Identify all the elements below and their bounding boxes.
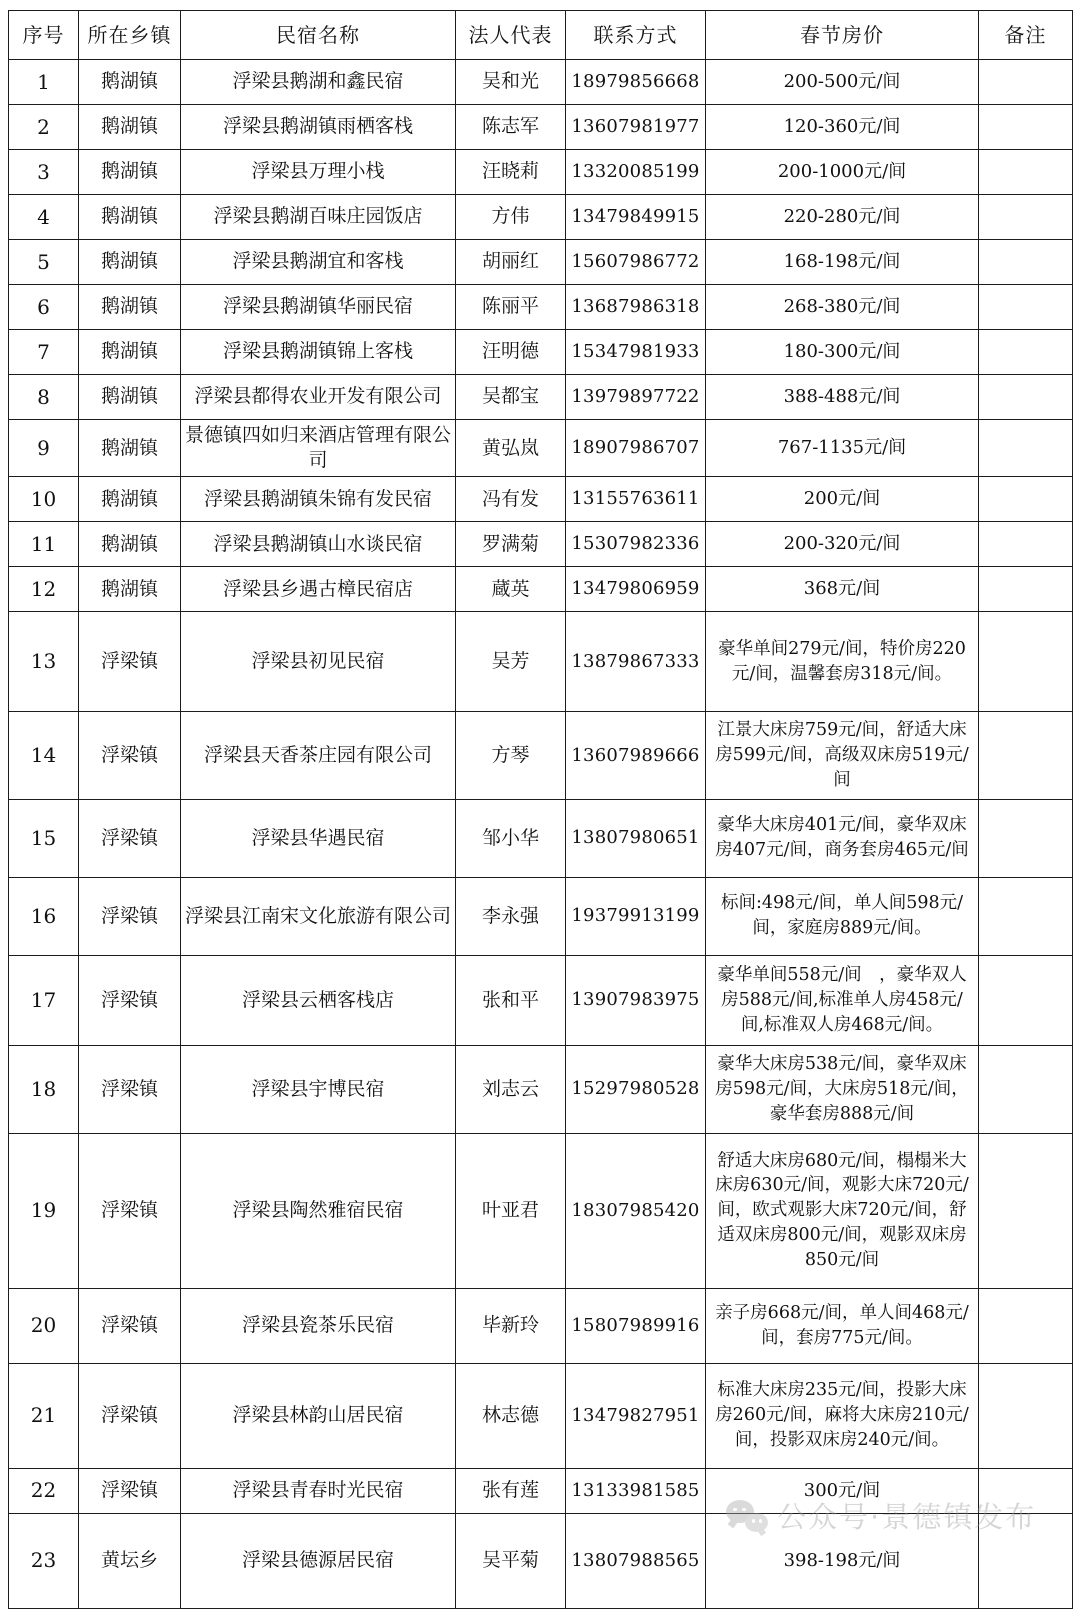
cell-phone: 19379913199 xyxy=(566,877,706,955)
cell-town: 浮梁镇 xyxy=(79,877,181,955)
cell-idx: 15 xyxy=(9,799,79,877)
cell-name: 浮梁县天香茶庄园有限公司 xyxy=(181,712,456,800)
cell-phone: 13687986318 xyxy=(566,285,706,330)
cell-phone: 13807988565 xyxy=(566,1513,706,1608)
table-row xyxy=(9,955,1073,1045)
cell-idx: 21 xyxy=(9,1363,79,1468)
cell-name: 浮梁县德源居民宿 xyxy=(181,1513,456,1608)
table-row xyxy=(9,1045,1073,1133)
cell-rep: 陈丽平 xyxy=(456,285,566,330)
cell-remark xyxy=(979,1468,1073,1513)
cell-idx: 2 xyxy=(9,105,79,150)
cell-remark xyxy=(979,612,1073,712)
cell-town: 鹅湖镇 xyxy=(79,285,181,330)
cell-town: 浮梁镇 xyxy=(79,1045,181,1133)
cell-idx: 6 xyxy=(9,285,79,330)
column-header-idx: 序号 xyxy=(9,11,79,60)
cell-town: 浮梁镇 xyxy=(79,955,181,1045)
cell-name: 浮梁县初见民宿 xyxy=(181,612,456,712)
cell-price: 200元/间 xyxy=(706,477,979,522)
cell-remark xyxy=(979,240,1073,285)
cell-phone: 13320085199 xyxy=(566,150,706,195)
cell-rep: 毕新玲 xyxy=(456,1288,566,1363)
cell-price: 300元/间 xyxy=(706,1468,979,1513)
cell-price: 舒适大床房680元/间，榻榻米大床房630元/间，观影大床720元/间，欧式观影大床720元/间，舒适双床房800元/间，观影双床房850元/间 xyxy=(706,1133,979,1288)
cell-phone: 15297980528 xyxy=(566,1045,706,1133)
cell-town: 鹅湖镇 xyxy=(79,195,181,240)
cell-rep: 张有莲 xyxy=(456,1468,566,1513)
cell-name: 浮梁县林韵山居民宿 xyxy=(181,1363,456,1468)
cell-price: 388-488元/间 xyxy=(706,375,979,420)
cell-rep: 张和平 xyxy=(456,955,566,1045)
cell-rep: 吴平菊 xyxy=(456,1513,566,1608)
cell-idx: 8 xyxy=(9,375,79,420)
cell-rep: 黄弘岚 xyxy=(456,420,566,477)
cell-remark xyxy=(979,1288,1073,1363)
table-row xyxy=(9,195,1073,240)
cell-idx: 23 xyxy=(9,1513,79,1608)
cell-price: 亲子房668元/间，单人间468元/间，套房775元/间。 xyxy=(706,1288,979,1363)
cell-phone: 15307982336 xyxy=(566,522,706,567)
cell-price: 200-320元/间 xyxy=(706,522,979,567)
cell-idx: 22 xyxy=(9,1468,79,1513)
cell-idx: 12 xyxy=(9,567,79,612)
cell-idx: 19 xyxy=(9,1133,79,1288)
cell-idx: 1 xyxy=(9,60,79,105)
cell-town: 鹅湖镇 xyxy=(79,105,181,150)
cell-town: 鹅湖镇 xyxy=(79,150,181,195)
table-row xyxy=(9,1133,1073,1288)
table-row xyxy=(9,1363,1073,1468)
cell-rep: 吴和光 xyxy=(456,60,566,105)
table-row xyxy=(9,477,1073,522)
table-row xyxy=(9,1513,1073,1608)
table-row xyxy=(9,712,1073,800)
table-header-row xyxy=(9,11,1073,60)
table-row xyxy=(9,240,1073,285)
cell-town: 浮梁镇 xyxy=(79,1363,181,1468)
cell-name: 浮梁县瓷茶乐民宿 xyxy=(181,1288,456,1363)
table-row xyxy=(9,1288,1073,1363)
cell-idx: 9 xyxy=(9,420,79,477)
cell-idx: 11 xyxy=(9,522,79,567)
cell-remark xyxy=(979,1133,1073,1288)
table-row xyxy=(9,150,1073,195)
cell-idx: 14 xyxy=(9,712,79,800)
cell-rep: 方伟 xyxy=(456,195,566,240)
cell-remark xyxy=(979,477,1073,522)
cell-price: 220-280元/间 xyxy=(706,195,979,240)
cell-phone: 18307985420 xyxy=(566,1133,706,1288)
cell-phone: 15347981933 xyxy=(566,330,706,375)
watermark-text: 公众号·景德镇发布 xyxy=(777,1500,1037,1534)
cell-rep: 罗满菊 xyxy=(456,522,566,567)
table-row xyxy=(9,375,1073,420)
cell-phone: 13907983975 xyxy=(566,955,706,1045)
cell-price: 767-1135元/间 xyxy=(706,420,979,477)
cell-phone: 13133981585 xyxy=(566,1468,706,1513)
cell-phone: 13155763611 xyxy=(566,477,706,522)
cell-name: 浮梁县江南宋文化旅游有限公司 xyxy=(181,877,456,955)
cell-remark xyxy=(979,955,1073,1045)
cell-town: 浮梁镇 xyxy=(79,612,181,712)
table-row xyxy=(9,105,1073,150)
cell-price: 398-198元/间 xyxy=(706,1513,979,1608)
table-row xyxy=(9,612,1073,712)
cell-remark xyxy=(979,330,1073,375)
cell-name: 浮梁县华遇民宿 xyxy=(181,799,456,877)
table-row xyxy=(9,877,1073,955)
cell-rep: 吴芳 xyxy=(456,612,566,712)
cell-phone: 13879867333 xyxy=(566,612,706,712)
cell-remark xyxy=(979,105,1073,150)
cell-price: 标准大床房235元/间，投影大床房260元/间，麻将大床房210元/间，投影双床房240元/间。 xyxy=(706,1363,979,1468)
cell-phone: 13807980651 xyxy=(566,799,706,877)
cell-price: 168-198元/间 xyxy=(706,240,979,285)
cell-phone: 13979897722 xyxy=(566,375,706,420)
cell-town: 浮梁镇 xyxy=(79,1133,181,1288)
cell-rep: 林志德 xyxy=(456,1363,566,1468)
cell-town: 浮梁镇 xyxy=(79,712,181,800)
cell-name: 浮梁县乡遇古樟民宿店 xyxy=(181,567,456,612)
cell-phone: 18907986707 xyxy=(566,420,706,477)
cell-phone: 15607986772 xyxy=(566,240,706,285)
cell-name: 浮梁县鹅湖镇朱锦有发民宿 xyxy=(181,477,456,522)
cell-remark xyxy=(979,285,1073,330)
cell-name: 浮梁县都得农业开发有限公司 xyxy=(181,375,456,420)
cell-price: 268-380元/间 xyxy=(706,285,979,330)
column-header-price: 春节房价 xyxy=(706,11,979,60)
cell-phone: 13479849915 xyxy=(566,195,706,240)
cell-town: 浮梁镇 xyxy=(79,1288,181,1363)
cell-price: 200-500元/间 xyxy=(706,60,979,105)
table-body xyxy=(9,60,1073,1609)
cell-remark xyxy=(979,799,1073,877)
cell-rep: 叶亚君 xyxy=(456,1133,566,1288)
cell-name: 浮梁县鹅湖宜和客栈 xyxy=(181,240,456,285)
cell-town: 鹅湖镇 xyxy=(79,522,181,567)
cell-phone: 13607981977 xyxy=(566,105,706,150)
cell-price: 200-1000元/间 xyxy=(706,150,979,195)
cell-price: 368元/间 xyxy=(706,567,979,612)
cell-idx: 10 xyxy=(9,477,79,522)
cell-price: 豪华单间558元/间 ，豪华双人房588元/间,标准单人房458元/间,标准双人房468元/间。 xyxy=(706,955,979,1045)
cell-rep: 汪晓莉 xyxy=(456,150,566,195)
column-header-town: 所在乡镇 xyxy=(79,11,181,60)
table-row xyxy=(9,285,1073,330)
table-row xyxy=(9,567,1073,612)
cell-name: 浮梁县鹅湖镇华丽民宿 xyxy=(181,285,456,330)
cell-rep: 蔵英 xyxy=(456,567,566,612)
table-row xyxy=(9,330,1073,375)
cell-rep: 刘志云 xyxy=(456,1045,566,1133)
cell-name: 浮梁县鹅湖镇雨栖客栈 xyxy=(181,105,456,150)
cell-rep: 李永强 xyxy=(456,877,566,955)
cell-idx: 4 xyxy=(9,195,79,240)
cell-name: 浮梁县鹅湖镇山水谈民宿 xyxy=(181,522,456,567)
cell-idx: 3 xyxy=(9,150,79,195)
homestay-price-table xyxy=(8,10,1073,1609)
table-row xyxy=(9,522,1073,567)
cell-idx: 13 xyxy=(9,612,79,712)
cell-town: 鹅湖镇 xyxy=(79,60,181,105)
table-row xyxy=(9,1468,1073,1513)
cell-remark xyxy=(979,195,1073,240)
cell-name: 浮梁县鹅湖百味庄园饭店 xyxy=(181,195,456,240)
cell-town: 鹅湖镇 xyxy=(79,567,181,612)
cell-name: 浮梁县万理小栈 xyxy=(181,150,456,195)
cell-phone: 13607989666 xyxy=(566,712,706,800)
cell-price: 豪华单间279元/间，特价房220元/间，温馨套房318元/间。 xyxy=(706,612,979,712)
column-header-remark: 备注 xyxy=(979,11,1073,60)
cell-remark xyxy=(979,522,1073,567)
cell-name: 景德镇四如归来酒店管理有限公司 xyxy=(181,420,456,477)
cell-town: 鹅湖镇 xyxy=(79,375,181,420)
cell-remark xyxy=(979,712,1073,800)
cell-town: 黄坛乡 xyxy=(79,1513,181,1608)
table-row xyxy=(9,799,1073,877)
cell-remark xyxy=(979,420,1073,477)
cell-town: 鹅湖镇 xyxy=(79,477,181,522)
cell-rep: 方琴 xyxy=(456,712,566,800)
cell-town: 浮梁镇 xyxy=(79,1468,181,1513)
cell-name: 浮梁县云栖客栈店 xyxy=(181,955,456,1045)
cell-price: 180-300元/间 xyxy=(706,330,979,375)
cell-idx: 7 xyxy=(9,330,79,375)
cell-remark xyxy=(979,150,1073,195)
cell-remark xyxy=(979,877,1073,955)
cell-rep: 汪明德 xyxy=(456,330,566,375)
cell-price: 江景大床房759元/间，舒适大床房599元/间，高级双床房519元/间 xyxy=(706,712,979,800)
cell-phone: 18979856668 xyxy=(566,60,706,105)
cell-idx: 5 xyxy=(9,240,79,285)
cell-town: 浮梁镇 xyxy=(79,799,181,877)
cell-idx: 18 xyxy=(9,1045,79,1133)
price-listing-sheet xyxy=(8,10,1072,1609)
table-row xyxy=(9,420,1073,477)
cell-remark xyxy=(979,60,1073,105)
cell-town: 鹅湖镇 xyxy=(79,240,181,285)
cell-rep: 吴都宝 xyxy=(456,375,566,420)
cell-name: 浮梁县陶然雅宿民宿 xyxy=(181,1133,456,1288)
cell-idx: 17 xyxy=(9,955,79,1045)
cell-remark xyxy=(979,567,1073,612)
cell-remark xyxy=(979,1513,1073,1608)
cell-price: 豪华大床房401元/间，豪华双床房407元/间，商务套房465元/间 xyxy=(706,799,979,877)
cell-town: 鹅湖镇 xyxy=(79,420,181,477)
column-header-rep: 法人代表 xyxy=(456,11,566,60)
cell-remark xyxy=(979,1363,1073,1468)
cell-remark xyxy=(979,375,1073,420)
cell-remark xyxy=(979,1045,1073,1133)
cell-rep: 胡丽红 xyxy=(456,240,566,285)
cell-name: 浮梁县鹅湖和鑫民宿 xyxy=(181,60,456,105)
cell-name: 浮梁县青春时光民宿 xyxy=(181,1468,456,1513)
cell-price: 豪华大床房538元/间，豪华双床房598元/间，大床房518元/间，豪华套房888元/间 xyxy=(706,1045,979,1133)
column-header-phone: 联系方式 xyxy=(566,11,706,60)
cell-price: 标间:498元/间，单人间598元/间，家庭房889元/间。 xyxy=(706,877,979,955)
cell-town: 鹅湖镇 xyxy=(79,330,181,375)
cell-idx: 20 xyxy=(9,1288,79,1363)
cell-name: 浮梁县鹅湖镇锦上客栈 xyxy=(181,330,456,375)
cell-price: 120-360元/间 xyxy=(706,105,979,150)
cell-phone: 15807989916 xyxy=(566,1288,706,1363)
cell-rep: 冯有发 xyxy=(456,477,566,522)
cell-name: 浮梁县宇博民宿 xyxy=(181,1045,456,1133)
table-row xyxy=(9,60,1073,105)
table-header xyxy=(9,11,1073,60)
cell-rep: 邹小华 xyxy=(456,799,566,877)
column-header-name: 民宿名称 xyxy=(181,11,456,60)
cell-rep: 陈志军 xyxy=(456,105,566,150)
cell-phone: 13479827951 xyxy=(566,1363,706,1468)
cell-phone: 13479806959 xyxy=(566,567,706,612)
cell-idx: 16 xyxy=(9,877,79,955)
